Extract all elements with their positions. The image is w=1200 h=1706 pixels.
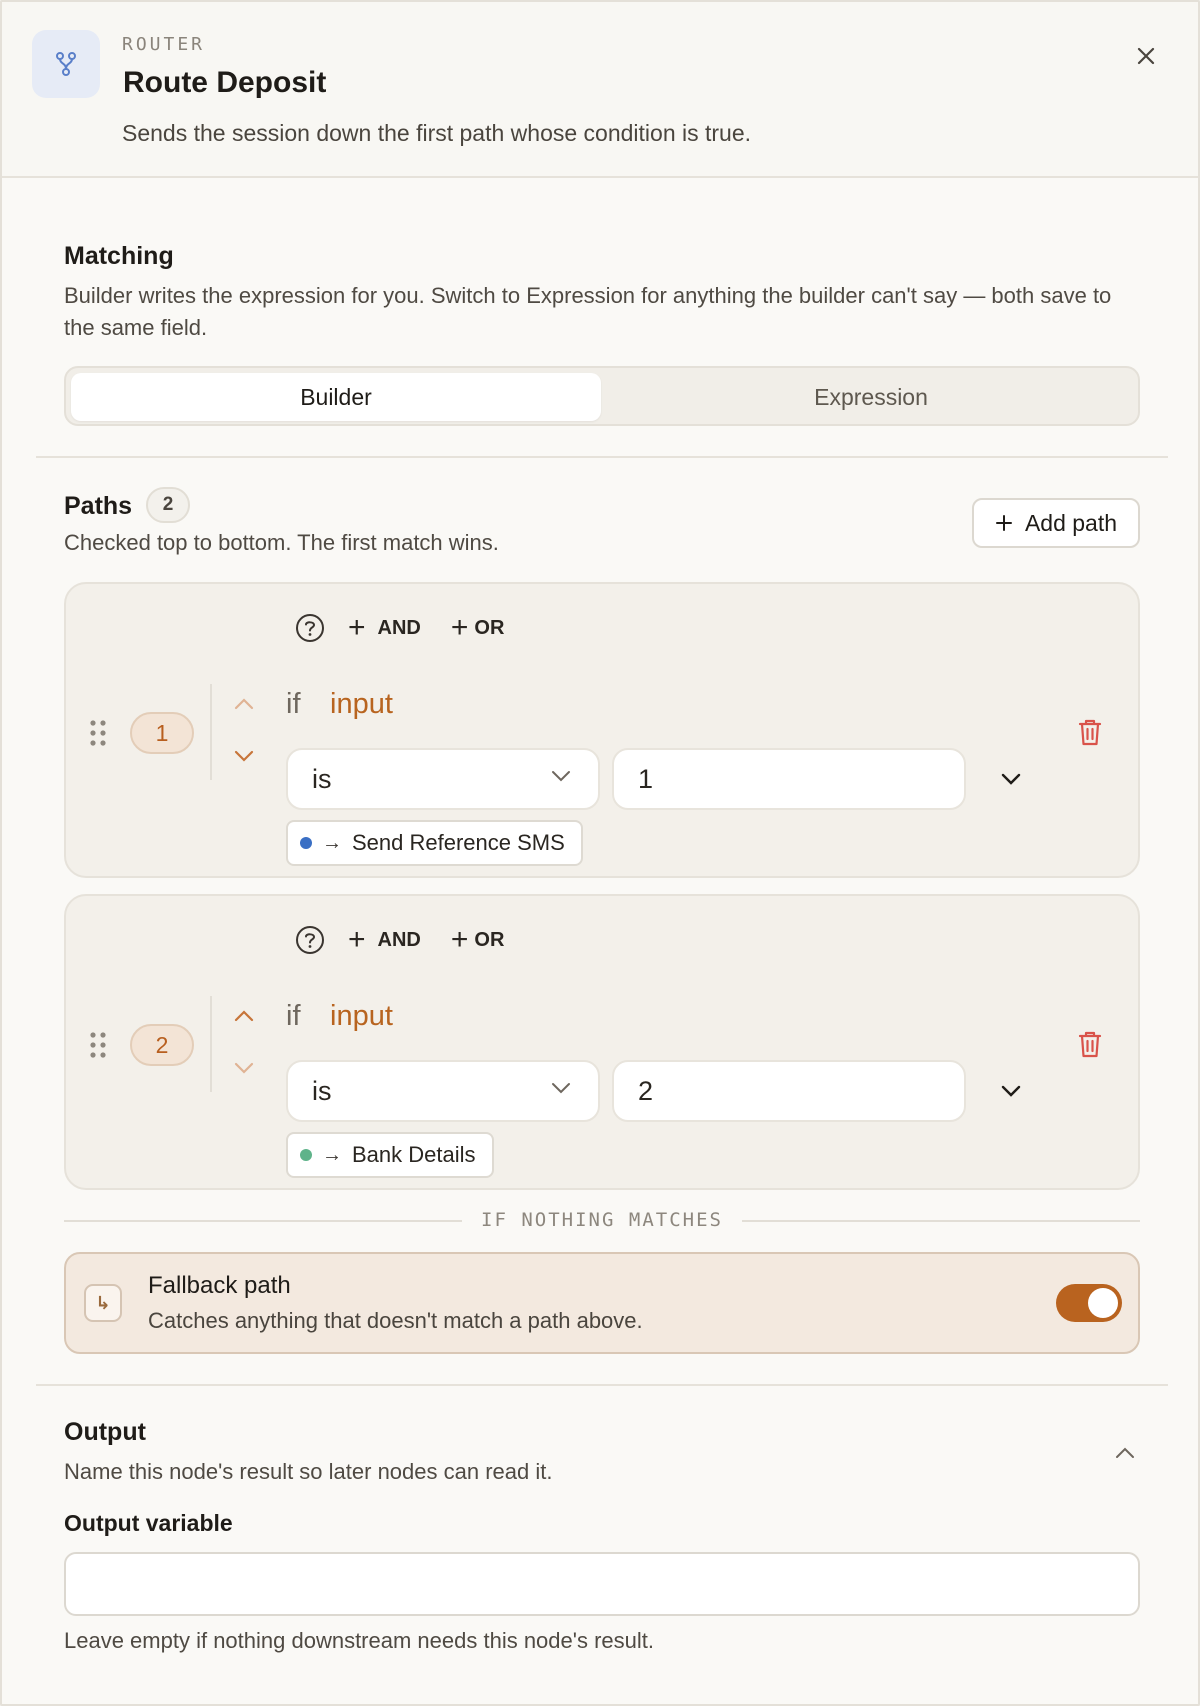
divider	[210, 684, 212, 780]
close-icon	[1136, 46, 1156, 66]
divider-line	[742, 1220, 1140, 1222]
chevron-up-icon	[233, 1009, 255, 1023]
expand-condition-button[interactable]	[996, 1076, 1026, 1106]
help-button[interactable]	[294, 924, 326, 956]
and-label: AND	[377, 928, 421, 951]
help-icon	[295, 925, 325, 955]
condition-toolbar	[294, 922, 504, 958]
add-and-button[interactable]	[348, 613, 421, 643]
target-node-chip[interactable]	[286, 820, 583, 866]
variable-selector[interactable]: input	[330, 688, 393, 720]
paths-title: Paths	[64, 492, 133, 520]
plus-icon: +	[348, 923, 366, 956]
chevron-down-icon	[1000, 772, 1022, 786]
panel-header	[2, 2, 1200, 178]
chevron-down-icon	[550, 769, 572, 783]
node-subtitle: Sends the session down the first path whose condition is true.	[122, 120, 752, 146]
help-button[interactable]	[294, 612, 326, 644]
chevron-down-icon	[550, 1081, 572, 1095]
arrow-right-icon: →	[322, 831, 342, 854]
variable-selector[interactable]: input	[330, 1000, 393, 1032]
branch-icon	[54, 51, 78, 77]
add-and-button[interactable]	[348, 925, 421, 955]
or-label: OR	[474, 928, 505, 951]
paths-count-badge: 2	[146, 487, 190, 523]
matching-title: Matching	[64, 242, 174, 270]
output-help-text: Leave empty if nothing downstream needs this node's result.	[64, 1628, 654, 1653]
move-down-button[interactable]	[230, 1054, 258, 1082]
add-path-label: Add path	[1024, 509, 1118, 536]
tab-builder[interactable]: Builder	[71, 373, 601, 421]
divider	[210, 996, 212, 1092]
add-path-button[interactable]	[972, 498, 1140, 548]
fallback-divider-label: IF NOTHING MATCHES	[481, 1209, 723, 1231]
trash-icon	[1077, 717, 1103, 747]
arrow-right-icon: →	[322, 1143, 342, 1166]
section-divider	[36, 1384, 1168, 1386]
fallback-toggle[interactable]	[1056, 1284, 1122, 1322]
target-color-dot	[300, 1149, 312, 1161]
expand-condition-button[interactable]	[996, 764, 1026, 794]
add-or-button[interactable]	[451, 613, 505, 643]
and-label: AND	[377, 616, 421, 639]
matching-description: Builder writes the expression for you. Switch to Expression for anything the builder can't say — both save to the same field.	[64, 283, 1112, 340]
node-title: Route Deposit	[123, 66, 327, 99]
target-node-label: Bank Details	[352, 1142, 476, 1167]
or-label: OR	[474, 616, 505, 639]
plus-icon: +	[348, 611, 366, 644]
condition-value-input[interactable]	[612, 1060, 966, 1122]
operator-select[interactable]	[286, 748, 600, 810]
target-color-dot	[300, 837, 312, 849]
operator-value: is	[312, 764, 332, 794]
plus-icon: +	[450, 923, 469, 956]
fallback-title: Fallback path	[148, 1272, 291, 1299]
toggle-knob	[1088, 1288, 1118, 1318]
collapse-output-button[interactable]	[1110, 1438, 1140, 1468]
fallback-path-card	[64, 1252, 1140, 1354]
help-icon	[295, 613, 325, 643]
router-node-icon	[32, 30, 100, 98]
delete-path-button[interactable]	[1074, 1026, 1106, 1062]
move-up-button[interactable]	[230, 1002, 258, 1030]
tab-expression[interactable]: Expression	[814, 383, 928, 410]
chevron-up-icon	[233, 697, 255, 711]
output-title: Output	[64, 1418, 146, 1446]
operator-value: is	[312, 1076, 332, 1106]
drag-handle-icon[interactable]	[88, 718, 108, 748]
condition-value-input[interactable]	[612, 748, 966, 810]
node-type-label: ROUTER	[122, 34, 206, 55]
path-number-badge: 2	[130, 1024, 194, 1066]
path-number-badge: 1	[130, 712, 194, 754]
section-divider	[36, 456, 1168, 458]
chevron-down-icon	[233, 1061, 255, 1075]
move-down-button[interactable]	[230, 742, 258, 770]
delete-path-button[interactable]	[1074, 714, 1106, 750]
fallback-description: Catches anything that doesn't match a path above.	[148, 1308, 643, 1333]
condition-toolbar	[294, 610, 504, 646]
output-description: Name this node's result so later nodes can read it.	[64, 1459, 553, 1484]
path-card	[64, 582, 1140, 878]
trash-icon	[1077, 1029, 1103, 1059]
if-keyword: if	[286, 1000, 301, 1032]
if-keyword: if	[286, 688, 301, 720]
plus-icon	[995, 514, 1013, 532]
chevron-up-icon	[1114, 1446, 1136, 1460]
chevron-down-icon	[233, 749, 255, 763]
chevron-down-icon	[1000, 1084, 1022, 1098]
drag-handle-icon[interactable]	[88, 1030, 108, 1060]
fallback-return-icon: ↳	[84, 1284, 122, 1322]
target-node-label: Send Reference SMS	[352, 830, 565, 855]
operator-select[interactable]	[286, 1060, 600, 1122]
path-card	[64, 894, 1140, 1190]
output-variable-label: Output variable	[64, 1510, 233, 1536]
matching-mode-toggle	[64, 366, 1140, 426]
target-node-chip[interactable]	[286, 1132, 494, 1178]
paths-description: Checked top to bottom. The first match wins.	[64, 530, 499, 555]
add-or-button[interactable]	[451, 925, 505, 955]
output-variable-input[interactable]	[64, 1552, 1140, 1616]
plus-icon: +	[450, 611, 469, 644]
divider-line	[64, 1220, 462, 1222]
move-up-button[interactable]	[230, 690, 258, 718]
close-button[interactable]	[1130, 40, 1162, 72]
